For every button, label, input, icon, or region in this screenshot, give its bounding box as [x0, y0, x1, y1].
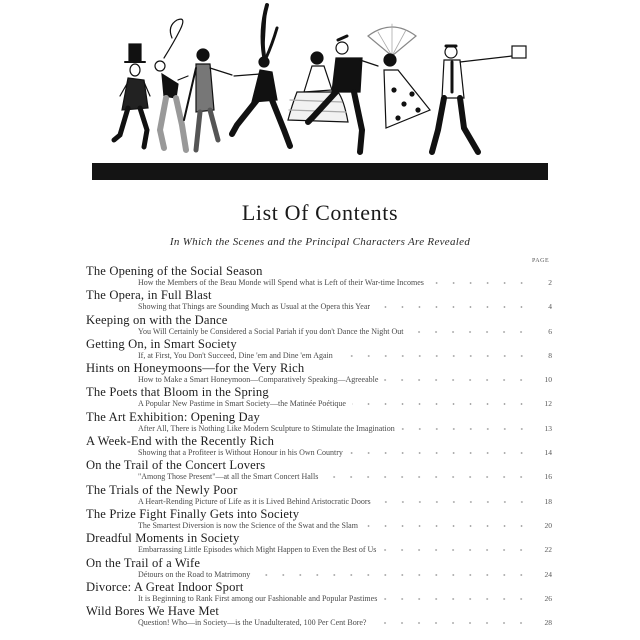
entry-title: The Poets that Bloom in the Spring	[86, 385, 269, 400]
entry-title: Getting On, in Smart Society	[86, 336, 237, 351]
toc-entry[interactable]	[86, 604, 556, 628]
entry-title: Divorce: A Great Indoor Sport	[86, 579, 244, 594]
entry-subtitle: "Among Those Present"—at all the Smart Concert Halls	[138, 472, 319, 482]
entry-page-number: 13	[544, 423, 552, 433]
page-subtitle: In Which the Scenes and the Principal Characters Are Revealed	[169, 236, 471, 248]
dot-leader	[352, 399, 530, 409]
toc-entry[interactable]	[86, 580, 556, 604]
dot-leader	[339, 351, 530, 361]
entry-subtitle: How the Members of the Beau Monde will Spend what is Left of their War-time Incomes	[138, 278, 424, 287]
dot-leader	[364, 521, 530, 531]
dancers-drawing	[92, 0, 552, 165]
entry-subtitle: A Popular New Pastime in Smart Society—the Matinée Poétique	[138, 399, 346, 409]
toc-entry[interactable]	[86, 385, 556, 409]
entry-page-number: 4	[548, 302, 552, 312]
entry-page-number: 20	[544, 520, 552, 530]
entry-title: Hints on Honeymoons—for the Very Rich	[86, 361, 305, 376]
dot-leader	[377, 497, 530, 507]
entry-page-number: 10	[544, 375, 552, 385]
dot-leader	[376, 302, 530, 312]
entry-subtitle: How to Make a Smart Honeymoon—Comparatively Speaking—Agreeable	[138, 375, 379, 385]
toc-entry[interactable]	[86, 556, 556, 580]
entry-subtitle: Showing that a Profiteer is Without Honour in his Own Country	[138, 448, 343, 458]
toc-entry[interactable]	[86, 507, 556, 531]
dot-leader	[383, 594, 530, 604]
entry-page-number: 26	[544, 593, 552, 603]
entry-title: On the Trail of a Wife	[86, 555, 201, 570]
entry-page-number: 8	[548, 350, 552, 360]
entry-subtitle: Question! Who—in Society—is the Unadulterated, 100 Per Cent Bore?	[138, 618, 367, 628]
entry-page-number: 14	[544, 448, 552, 458]
toc-entry[interactable]	[86, 483, 556, 507]
toc-entry[interactable]	[86, 410, 556, 434]
entry-subtitle: The Smartest Diversion is now the Science of the Swat and the Slam	[138, 520, 358, 530]
entry-subtitle: You Will Certainly be Considered a Social Pariah if you don't Dance the Night Out	[138, 326, 404, 336]
toc-entry[interactable]	[86, 361, 556, 385]
dot-leader	[430, 278, 530, 288]
dot-leader	[401, 424, 530, 434]
entry-page-number: 6	[548, 326, 552, 336]
entry-title: Dreadful Moments in Society	[86, 531, 240, 546]
entry-page-number: 2	[548, 278, 552, 287]
toc-entry[interactable]	[86, 264, 556, 288]
toc-entry[interactable]	[86, 313, 556, 337]
dot-leader	[349, 448, 530, 458]
entry-title: Wild Bores We Have Met	[86, 604, 220, 619]
entry-subtitle: Showing that Things are Sounding Much as Usual at the Opera this Year	[138, 302, 371, 312]
entry-title: Keeping on with the Dance	[86, 312, 228, 327]
entry-subtitle: It is Beginning to Rank First among our Fashionable and Popular Pastimes	[138, 593, 378, 603]
entry-page-number: 22	[544, 545, 552, 555]
toc-entry[interactable]	[86, 288, 556, 312]
entry-page-number: 28	[544, 618, 552, 628]
table-of-contents	[86, 264, 556, 628]
entry-title: On the Trail of the Concert Lovers	[86, 458, 266, 473]
entry-page-number: 18	[544, 496, 552, 506]
page-title: List Of Contents	[241, 200, 399, 225]
dot-leader	[409, 327, 530, 337]
dot-leader	[372, 618, 530, 628]
entry-subtitle: If, at First, You Don't Succeed, Dine 'em and Dine 'em Again	[138, 350, 333, 360]
entry-title: The Opening of the Social Season	[86, 264, 263, 278]
dancers-illustration	[92, 0, 552, 165]
toc-entry[interactable]	[86, 458, 556, 482]
entry-title: The Trials of the Newly Poor	[86, 482, 238, 497]
entry-title: The Prize Fight Finally Gets into Society	[86, 506, 300, 521]
dot-leader	[324, 472, 530, 482]
entry-page-number: 24	[544, 569, 552, 579]
dot-leader	[384, 375, 530, 385]
entry-subtitle: After All, There is Nothing Like Modern Sculpture to Stimulate the Imagination	[138, 423, 395, 433]
page-column-label: PAGE	[532, 258, 550, 264]
entry-page-number: 12	[544, 399, 552, 409]
dot-leader	[256, 570, 530, 580]
entry-title: A Week-End with the Recently Rich	[86, 434, 275, 449]
entry-subtitle: Détours on the Road to Matrimony	[138, 569, 251, 579]
entry-subtitle: Embarrassing Little Episodes which Might Happen to Even the Best of Us	[138, 545, 377, 555]
entry-subtitle: A Heart-Rending Picture of Life as it is Lived Behind Aristocratic Doors	[138, 496, 371, 506]
entry-page-number: 16	[544, 472, 552, 482]
decorative-black-bar	[92, 163, 548, 180]
toc-entry[interactable]	[86, 337, 556, 361]
entry-title: The Opera, in Full Blast	[86, 288, 212, 303]
dot-leader	[382, 545, 530, 555]
toc-entry[interactable]	[86, 531, 556, 555]
toc-entry[interactable]	[86, 434, 556, 458]
entry-title: The Art Exhibition: Opening Day	[86, 409, 260, 424]
